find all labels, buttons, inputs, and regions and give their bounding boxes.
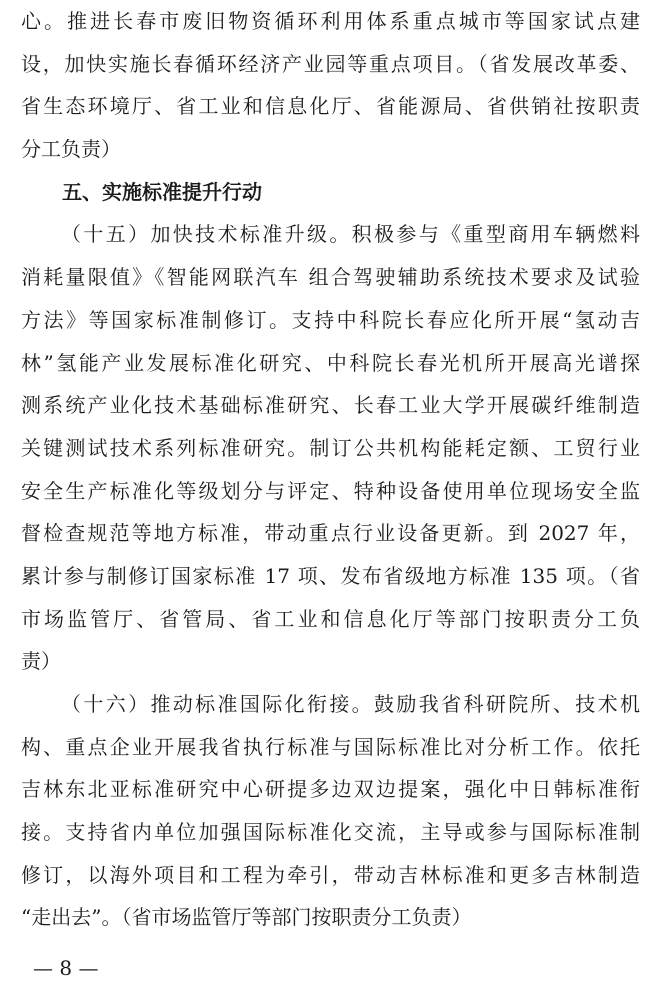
text-line: 心。推进长春市废旧物资循环利用体系重点城市等国家试点建 [21, 9, 640, 33]
text-line: （十五）加快技术标准升级。积极参与《重型商用车辆燃料 [61, 222, 640, 247]
paragraph-item-16 [21, 683, 640, 939]
text-line: 省生态环境厅、省工业和信息化厅、省能源局、省供销社按职责 [21, 94, 640, 119]
text-line: 市场监管厅、省管局、省工业和信息化厅等部门按职责分工负 [21, 606, 640, 631]
text-line: （十六）推动标准国际化衔接。鼓励我省科研院所、技术机 [61, 692, 640, 716]
text-line: 关键测试技术系列标准研究。制订公共机构能耗定额、工贸行业 [21, 435, 640, 460]
text-line: 督检查规范等地方标准，带动重点行业设备更新。到 2027 年， [21, 521, 640, 546]
document-page [21, 0, 640, 939]
text-line: 责） [21, 649, 61, 674]
text-line: 设，加快实施长春循环经济产业园等重点项目。（省发展改革委、 [21, 51, 640, 76]
text-line: 构、重点企业开展我省执行标准与国际标准比对分析工作。依托 [21, 734, 640, 759]
paragraph-item-15 [21, 213, 640, 683]
text-line: 安全生产标准化等级划分与评定、特种设备使用单位现场安全监 [21, 478, 640, 503]
text-line: 方法》等国家标准制修订。支持中科院长春应化所开展“氢动吉 [21, 307, 640, 332]
text-line: 接。支持省内单位加强国际标准化交流，主导或参与国际标准制 [21, 820, 640, 845]
text-line: 修订，以海外项目和工程为牵引，带动吉林标准和更多吉林制造 [21, 862, 640, 887]
text-line: 分工负责） [21, 137, 121, 162]
page-number: — 8 — [33, 956, 99, 980]
text-line: “走出去”。（省市场监管厅等部门按职责分工负责） [21, 905, 472, 930]
continued-paragraph [21, 0, 640, 171]
section-heading: 五、实施标准提升行动 [62, 179, 262, 204]
text-line: 测系统产业化技术基础标准研究、长春工业大学开展碳纤维制造 [21, 393, 640, 418]
text-line: 累计参与制修订国家标准 17 项、发布省级地方标准 135 项。（省 [21, 563, 640, 588]
text-line: 吉林东北亚标准研究中心研提多边双边提案，强化中日韩标准衔 [21, 777, 640, 802]
text-line: 消耗量限值》《智能网联汽车 组合驾驶辅助系统技术要求及试验 [21, 265, 640, 290]
text-line: 林”氢能产业发展标准化研究、中科院长春光机所开展高光谱探 [21, 350, 640, 375]
